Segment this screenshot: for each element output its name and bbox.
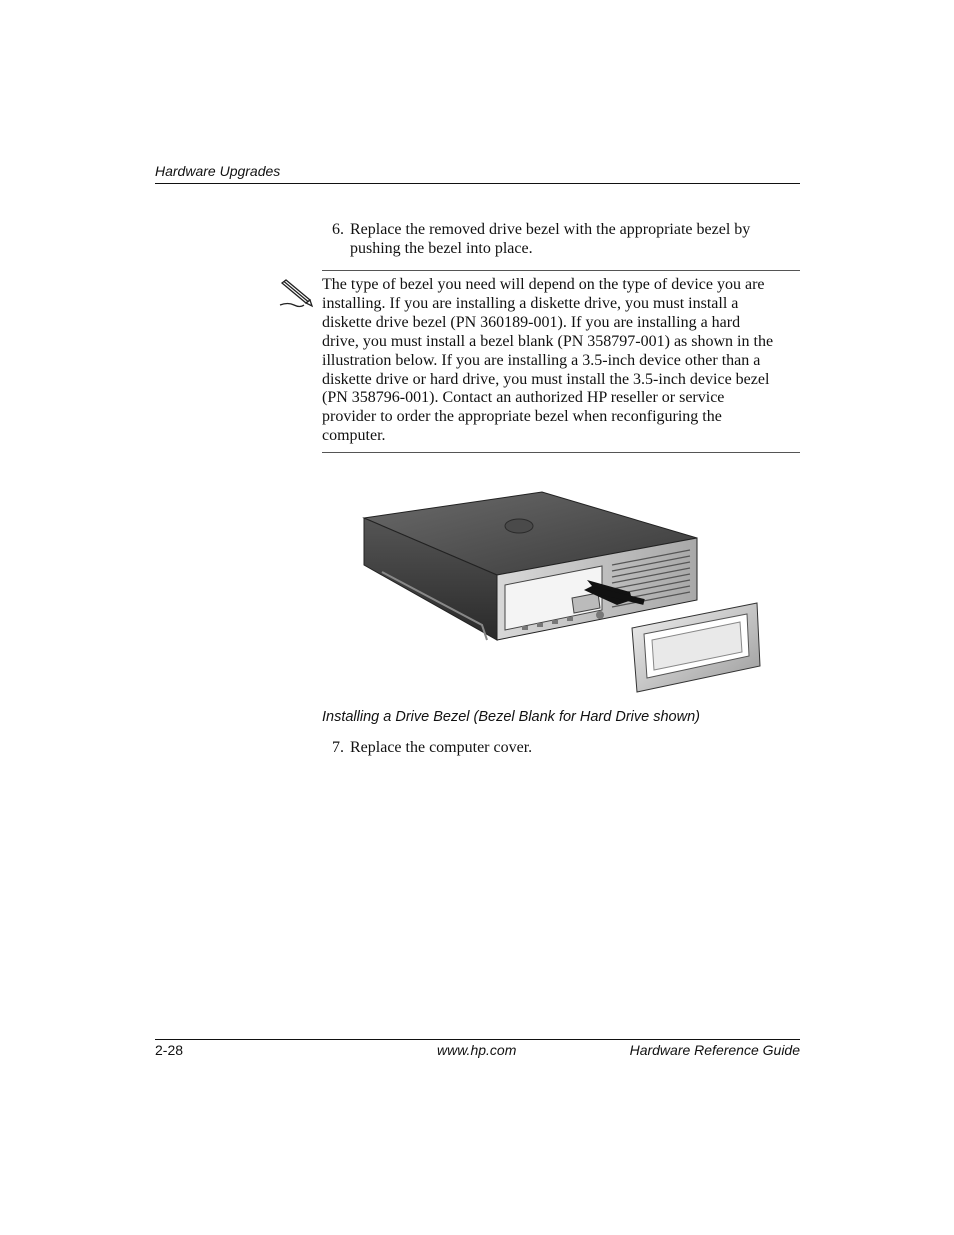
figure-caption: Installing a Drive Bezel (Bezel Blank for Hard Drive shown) [322, 709, 700, 725]
drive-bezel-illustration [362, 490, 762, 695]
footer-rule [155, 1039, 800, 1040]
running-head: Hardware Upgrades [155, 163, 281, 179]
note-line: drive, you must install a bezel blank (PN 358797-001) as shown in the [322, 332, 774, 350]
header-rule [155, 183, 800, 184]
pencil-note-icon [278, 278, 314, 308]
step-6-number: 6. [332, 221, 344, 238]
note-line: diskette drive or hard drive, you must install the 3.5-inch device bezel [322, 370, 770, 388]
bezel-blank [632, 603, 760, 692]
footer-guide-title: Hardware Reference Guide [629, 1042, 800, 1058]
computer-chassis [364, 492, 697, 640]
note-rule-top [322, 270, 800, 271]
note-text [322, 276, 800, 446]
note-line: installing. If you are installing a diskette drive, you must install a [322, 294, 739, 312]
step-6-continuation: pushing the bezel into place. [350, 240, 533, 257]
step-7 [332, 738, 802, 758]
step-6 [332, 220, 802, 260]
step-7-text: Replace the computer cover. [350, 739, 533, 756]
footer-url: www.hp.com [437, 1042, 517, 1058]
page-number: 2-28 [155, 1042, 184, 1058]
note-line: computer. [322, 427, 386, 445]
step-7-number: 7. [332, 739, 344, 756]
note-line: diskette drive bezel (PN 360189-001). If you are installing a hard [322, 313, 741, 331]
note-line: provider to order the appropriate bezel when reconfiguring the [322, 408, 722, 426]
note-line: illustration below. If you are installing a 3.5-inch device other than a [322, 351, 761, 369]
note-line: The type of bezel you need will depend on the type of device you are [322, 276, 765, 293]
note-line: (PN 358796-001). Contact an authorized HP reseller or service [322, 389, 725, 407]
step-6-text: Replace the removed drive bezel with the appropriate bezel by [350, 221, 751, 238]
note-rule-bottom [322, 452, 800, 453]
